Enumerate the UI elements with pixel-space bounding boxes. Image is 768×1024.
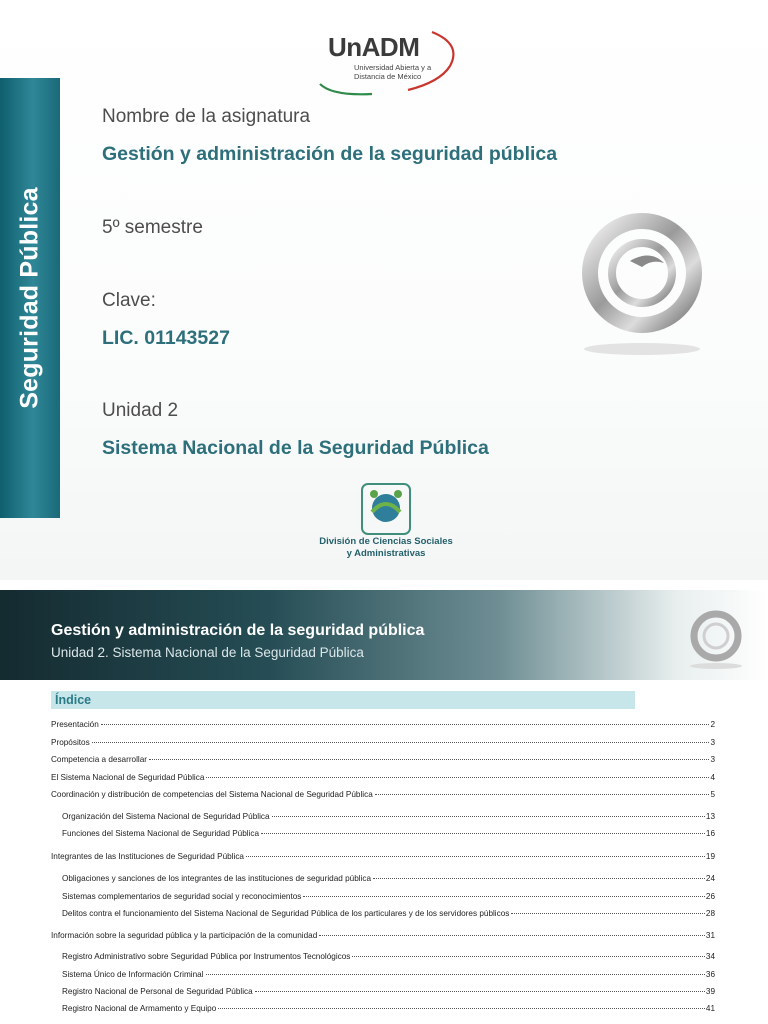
toc-entry-title: Sistema Único de Información Criminal xyxy=(62,970,204,979)
header-emblem-icon xyxy=(684,608,748,670)
toc-entry-title: Delitos contra el funcionamiento del Sistema Nacional de Seguridad Pública de los particulares y de los servidores públicos xyxy=(62,909,510,918)
toc-entry[interactable] xyxy=(51,773,715,785)
toc-entry-page: 3 xyxy=(710,755,715,764)
toc-dot-leader xyxy=(101,724,710,725)
toc-entry[interactable] xyxy=(51,738,715,750)
key-value: LIC. 01143527 xyxy=(102,327,230,349)
toc-dot-leader xyxy=(272,816,705,817)
toc-entry-page: 26 xyxy=(705,892,715,901)
toc-entry-page: 41 xyxy=(705,1004,715,1013)
toc-entry-title: Presentación xyxy=(51,720,99,729)
toc-entry[interactable] xyxy=(51,720,715,732)
toc-entry-page: 13 xyxy=(705,812,715,821)
toc-entry-page: 24 xyxy=(705,874,715,883)
toc-entry-title: Sistemas complementarios de seguridad social y reconocimientos xyxy=(62,892,302,901)
toc-entry-page: 34 xyxy=(705,952,715,961)
toc-entry[interactable] xyxy=(51,755,715,767)
index-title: Índice xyxy=(51,691,635,709)
subject-label: Nombre de la asignatura xyxy=(102,106,311,127)
page-header xyxy=(0,590,768,680)
subject-name: Gestión y administración de la seguridad pública xyxy=(102,143,558,165)
key-label: Clave: xyxy=(102,290,156,311)
eagle-emblem-icon xyxy=(580,205,710,365)
toc-entry-title: Propósitos xyxy=(51,738,90,747)
header-subtitle: Unidad 2. Sistema Nacional de la Seguridad Pública xyxy=(51,645,364,660)
division-name: División de Ciencias Sociales y Administrativas xyxy=(319,536,453,559)
toc-dot-leader xyxy=(303,896,705,897)
toc-entry-page: 28 xyxy=(705,909,715,918)
toc-dot-leader xyxy=(255,991,705,992)
toc-entry-title: El Sistema Nacional de Seguridad Pública xyxy=(51,773,205,782)
toc-dot-leader xyxy=(206,777,709,778)
toc-dot-leader xyxy=(261,833,705,834)
toc-entry-title: Registro Nacional de Personal de Seguridad Pública xyxy=(62,987,253,996)
toc-entry[interactable] xyxy=(62,829,715,841)
toc-entry-page: 16 xyxy=(705,829,715,838)
toc-entry-page: 39 xyxy=(705,987,715,996)
toc-entry-page: 3 xyxy=(710,738,715,747)
toc-entry-page: 2 xyxy=(710,720,715,729)
index-page xyxy=(0,590,768,1024)
toc-entry[interactable] xyxy=(62,812,715,824)
toc-entry[interactable] xyxy=(62,892,715,904)
toc-entry-page: 5 xyxy=(710,790,715,799)
toc-entry-title: Información sobre la seguridad pública y la participación de la comunidad xyxy=(51,931,318,940)
toc-entry-title: Integrantes de las Instituciones de Seguridad Pública xyxy=(51,852,244,861)
toc-entry[interactable] xyxy=(51,852,715,864)
toc-entry-title: Coordinación y distribución de competencias del Sistema Nacional de Seguridad Pública xyxy=(51,790,373,799)
toc-dot-leader xyxy=(319,935,705,936)
toc-dot-leader xyxy=(218,1008,705,1009)
toc-entry-title: Obligaciones y sanciones de los integrantes de las instituciones de seguridad pública xyxy=(62,874,372,883)
toc-entry[interactable] xyxy=(62,970,715,982)
toc-dot-leader xyxy=(92,742,710,743)
toc-dot-leader xyxy=(375,794,710,795)
toc-entry[interactable] xyxy=(51,931,715,943)
toc-dot-leader xyxy=(246,856,705,857)
unit-label: Unidad 2 xyxy=(102,400,179,421)
toc-dot-leader xyxy=(206,974,705,975)
logo-subtitle: Universidad Abierta y a Distancia de México xyxy=(354,63,432,81)
division-logo-icon xyxy=(316,482,456,536)
toc-dot-leader xyxy=(373,878,705,879)
toc-entry[interactable] xyxy=(62,909,715,921)
toc-entry-page: 31 xyxy=(705,931,715,940)
header-title: Gestión y administración de la seguridad pública xyxy=(51,622,425,639)
toc-entry[interactable] xyxy=(62,1004,715,1016)
toc-entry-page: 19 xyxy=(705,852,715,861)
toc-entry-page: 36 xyxy=(705,970,715,979)
toc-dot-leader xyxy=(352,956,705,957)
toc-entry-title: Funciones del Sistema Nacional de Seguridad Pública xyxy=(62,829,260,838)
side-title: Seguridad Pública xyxy=(15,187,44,409)
toc-dot-leader xyxy=(149,759,709,760)
toc-dot-leader xyxy=(511,913,705,914)
semester: 5º semestre xyxy=(102,217,203,238)
toc-entry-page: 4 xyxy=(710,773,715,782)
toc-entry[interactable] xyxy=(62,952,715,964)
toc-entry[interactable] xyxy=(51,790,715,802)
toc-entry[interactable] xyxy=(62,987,715,999)
toc-entry[interactable] xyxy=(62,874,715,886)
logo-word: UnADM xyxy=(328,32,420,62)
toc-entry-title: Organización del Sistema Nacional de Seguridad Pública xyxy=(62,812,270,821)
unit-name: Sistema Nacional de la Seguridad Pública xyxy=(102,437,489,459)
toc-entry-title: Registro Administrativo sobre Seguridad Pública por Instrumentos Tecnológicos xyxy=(62,952,351,961)
toc-entry-title: Registro Nacional de Armamento y Equipo xyxy=(62,1004,217,1013)
unadm-logo xyxy=(312,24,462,100)
toc-entry-title: Competencia a desarrollar xyxy=(51,755,148,764)
